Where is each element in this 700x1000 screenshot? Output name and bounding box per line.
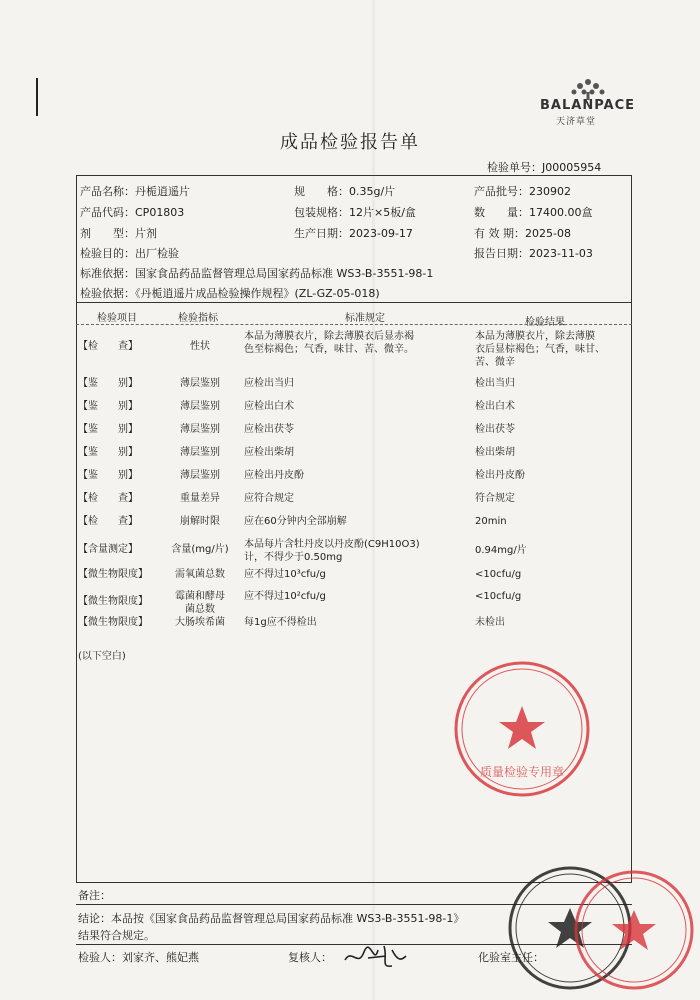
rule	[76, 302, 632, 303]
reviewer-label: 复核人：	[288, 951, 332, 964]
cell-result: 检出白术	[475, 401, 515, 412]
production-date: 生产日期：2023-09-17	[294, 227, 413, 240]
cell-index: 需氧菌总数	[175, 569, 225, 580]
cell-index: 大肠埃希菌	[175, 617, 225, 628]
standard-basis: 标准依据：国家食品药品监督管理总局国家药品标准 WS3-B-3551-98-1	[80, 267, 434, 280]
brand-name-cn: 天济草堂	[556, 117, 597, 127]
cell-result: 未检出	[475, 617, 505, 628]
company-seal-red	[570, 866, 698, 994]
rule	[631, 175, 632, 302]
rule	[76, 175, 77, 302]
cell-result: 符合规定	[475, 493, 515, 504]
rule	[631, 302, 632, 882]
rule	[76, 302, 77, 882]
inspection-purpose: 检验目的：出厂检验	[80, 247, 179, 260]
cell-index: 薄层鉴别	[180, 447, 220, 458]
cell-result: <10cfu/g	[475, 569, 522, 580]
conclusion: 结论：本品按《国家食品药品监督管理总局国家药品标准 WS3-B-3551-98-1》	[78, 912, 465, 925]
product-code: 产品代码：CP01803	[80, 206, 185, 219]
quantity: 数 量：17400.00盒	[474, 206, 593, 219]
cell-item: 【检 查】	[78, 516, 138, 527]
cell-result: 检出丹皮酚	[475, 470, 525, 481]
cell-item: 【检 查】	[78, 493, 138, 504]
col-header-item: 检验项目	[97, 313, 137, 324]
cell-result: 检出当归	[475, 378, 515, 389]
cell-result: 本品为薄膜衣片，除去薄膜 衣后显棕褐色；气香，味甘、 苦、微辛	[475, 331, 605, 368]
remark-label: 备注：	[78, 889, 111, 902]
cell-item: 【鉴 别】	[78, 401, 138, 412]
cell-item: 【鉴 别】	[78, 447, 138, 458]
cell-item: 【微生物限度】	[78, 596, 148, 607]
cell-standard: 应在60分钟内全部崩解	[244, 516, 347, 527]
cell-result: <10cfu/g	[475, 591, 522, 602]
cell-index: 霉菌和酵母 菌总数	[175, 591, 225, 615]
blank-note: (以下空白)	[78, 651, 126, 662]
cell-index: 重量差异	[180, 493, 220, 504]
col-header-result: 检验结果	[525, 317, 565, 328]
col-header-standard: 标准规定	[345, 313, 385, 324]
cell-index: 薄层鉴别	[180, 401, 220, 412]
cell-item: 【鉴 别】	[78, 378, 138, 389]
margin-mark	[36, 78, 38, 116]
report-date: 报告日期：2023-11-03	[474, 247, 593, 260]
cell-index: 含量(mg/片)	[171, 544, 229, 555]
cell-index: 崩解时限	[180, 516, 220, 527]
cell-standard: 应不得过10³cfu/g	[244, 569, 326, 580]
cell-standard: 应符合规定	[244, 493, 294, 504]
cell-standard: 应检出白术	[244, 401, 294, 412]
cell-index: 薄层鉴别	[180, 470, 220, 481]
cell-standard: 应检出丹皮酚	[244, 470, 304, 481]
inspector: 检验人：刘家齐、熊妃燕	[78, 951, 199, 964]
cell-standard: 每1g应不得检出	[244, 617, 317, 628]
col-header-index: 检验指标	[178, 313, 218, 324]
cell-standard: 应检出柴胡	[244, 447, 294, 458]
batch-number: 产品批号：230902	[474, 185, 571, 198]
doc-number: 检验单号：J00005954	[487, 161, 602, 174]
rule	[76, 175, 632, 176]
reviewer-signature	[340, 938, 410, 978]
cell-item: 【检 查】	[78, 341, 138, 352]
brand-name: BALANPACE	[540, 98, 636, 113]
conclusion-cont: 结果符合规定。	[78, 929, 155, 942]
cell-item: 【微生物限度】	[78, 569, 148, 580]
spec: 规 格：0.35g/片	[294, 185, 396, 198]
expiry: 有 效 期：2025-08	[474, 227, 571, 240]
cell-item: 【鉴 别】	[78, 470, 138, 481]
package-spec: 包装规格：12片×5板/盒	[294, 206, 416, 219]
cell-result: 检出茯苓	[475, 424, 515, 435]
lab-head-label: 化验室主任：	[478, 951, 544, 964]
cell-standard: 本品为薄膜衣片，除去薄膜衣后显赤褐 色至棕褐色；气香，味甘、苦、微辛。	[244, 331, 414, 355]
cell-result: 20min	[475, 516, 507, 527]
cell-index: 薄层鉴别	[180, 378, 220, 389]
cell-standard: 本品每片含牡丹皮以丹皮酚(C9H10O3) 计，不得少于0.50mg	[244, 539, 420, 563]
cell-standard: 应检出茯苓	[244, 424, 294, 435]
qc-stamp-text: 质量检验专用章	[479, 765, 565, 779]
cell-standard: 应不得过10²cfu/g	[244, 591, 326, 602]
cell-item: 【鉴 别】	[78, 424, 138, 435]
product-name: 产品名称：丹栀逍遥片	[80, 185, 190, 198]
qc-stamp	[448, 654, 596, 804]
cell-index: 薄层鉴别	[180, 424, 220, 435]
inspection-basis: 检验依据：《丹栀逍遥片成品检验操作规程》(ZL-GZ-05-018)	[80, 287, 380, 300]
cell-result: 0.94mg/片	[475, 545, 527, 556]
cell-index: 性状	[190, 341, 210, 352]
cell-item: 【微生物限度】	[78, 617, 148, 628]
cell-result: 检出柴胡	[475, 447, 515, 458]
cell-item: 【含量测定】	[78, 544, 138, 555]
cell-standard: 应检出当归	[244, 378, 294, 389]
dosage-form: 剂 型：片剂	[80, 227, 157, 240]
page-title: 成品检验报告单	[280, 132, 420, 153]
